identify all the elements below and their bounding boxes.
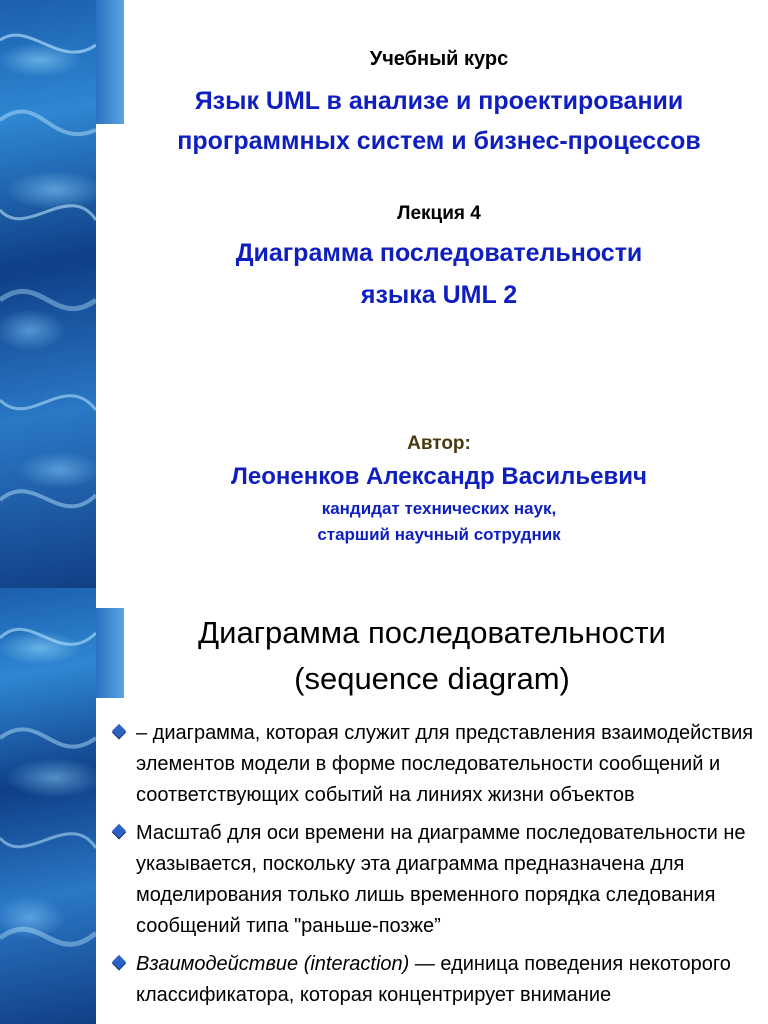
decorative-blue-strip [0,588,96,1024]
course-title-line-1: Язык UML в анализе и проектировании [194,87,684,115]
author-name: Леоненков Александр Васильевич [231,463,647,490]
diamond-bullet-icon [112,824,126,838]
course-label: Учебный курс [369,48,509,70]
bullet-text: Масштаб для оси времени на диаграмме последовательности не указывается, поскольку эта диаграмма предназначена для моделирования только лишь временного порядка следования сообщений типа "раньше-позже” [136,822,746,937]
diamond-bullet-icon [112,724,126,738]
author-position: старший научный сотрудник [317,525,561,544]
decorative-blue-strip [0,0,96,588]
wave-pattern-icon [0,588,96,1024]
bullet-text: – диаграмма, которая служит для представления взаимодействия элементов модели в форме последовательности сообщений и соответствующих событий на линиях жизни объектов [136,722,754,806]
lecture-title-line-2: языка UML 2 [360,281,518,309]
slide-title-line-2: (sequence diagram) [294,661,570,696]
content-slide [0,588,768,1024]
wave-pattern-icon [0,0,96,588]
slide-title [96,610,768,702]
author-label: Автор: [407,433,471,454]
list-item [108,718,758,811]
lecture-title-line-1: Диаграмма последовательности [235,239,643,267]
course-title-line-2: программных систем и бизнес-процессов [177,127,701,155]
diamond-bullet-icon [112,955,126,969]
author-degree: кандидат технических наук, [321,499,557,518]
list-item [108,818,758,942]
bullet-term: Взаимодействие (interaction) [136,953,410,975]
bullet-list [108,718,758,1018]
list-item [108,949,758,1011]
lecture-label: Лекция 4 [397,203,481,224]
bullet-text: — единица поведения некоторого классификатора, которая концентрирует внимание [136,953,731,1006]
slide-title-line-1: Диаграмма последовательности [198,615,666,650]
